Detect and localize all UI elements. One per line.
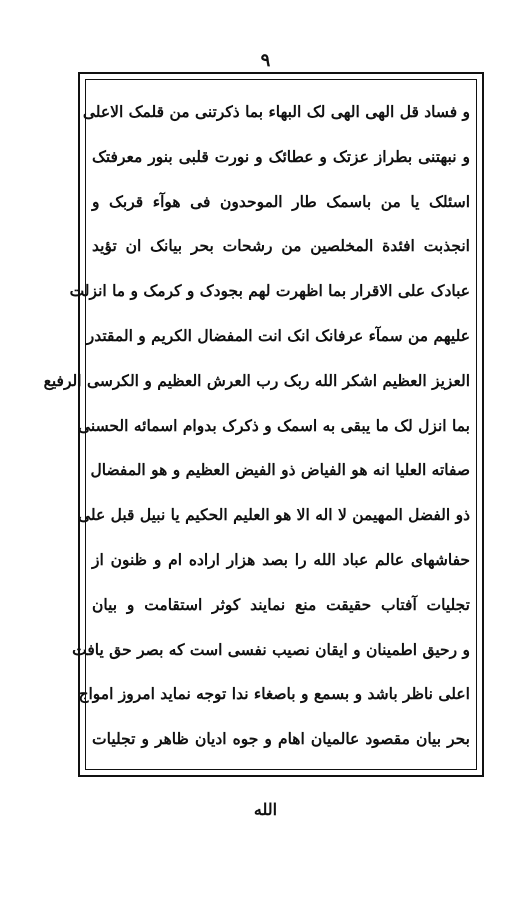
text-line: حفاشهای عالم عباد الله را بصد هزار اراده ام و ظنون از xyxy=(92,549,470,569)
text-line: ذو الفضل المهیمن لا اله الا هو العلیم الحکیم یا نبیل قبل علی xyxy=(77,505,470,525)
text-line: اسئلک یا من باسمک طار الموحدون فی هوآء قربک و xyxy=(92,191,470,211)
manuscript-text-block xyxy=(43,90,470,762)
text-line: و نبهتنی بطراز عزتک و عطائک و نورت قلبی بنور معرفتک xyxy=(92,146,470,166)
text-line: و رحیق اطمینان و ایقان نصیب نفسی است که بصر حق یافت xyxy=(72,639,470,659)
text-line: بحر بیان مقصود عالمیان اهام و جوه ادیان ظاهر و تجلیات xyxy=(92,729,470,749)
page-number: ۹ xyxy=(260,50,271,71)
text-line: انجذبت افئدة المخلصین من رشحات بحر بیانک ان تؤید xyxy=(92,236,470,256)
text-line: بما انزل لک ما یبقی به اسمک و ذکرک بدوام اسمائه الحسنی xyxy=(77,415,470,435)
text-line: علیهم من سمآء عرفانک انک انت المفضال الکریم و المقتدر xyxy=(86,325,470,345)
catchword: الله xyxy=(253,800,278,819)
text-line: و فساد قل الهی الهی لک البهاء بما ذکرتنی من قلمک الاعلی xyxy=(82,102,470,121)
text-line: العزیز العظیم اشکر الله ربک رب العرش العظیم و الکرسی الرفیع xyxy=(43,370,470,390)
text-line: اعلی ناظر باشد و بسمع و باصغاء ندا توجه نماید امروز امواج xyxy=(78,684,470,704)
text-line: صفاته العلیا انه هو الفیاض ذو الفیض العظیم و هو المفضال xyxy=(90,460,470,480)
text-line: تجلیات آفتاب حقیقت منع نمایند کوثر استقامت و بیان xyxy=(92,594,470,614)
text-line: عبادک علی الاقرار بما اظهرت لهم بجودک و کرمک و ما انزلت xyxy=(69,281,470,301)
